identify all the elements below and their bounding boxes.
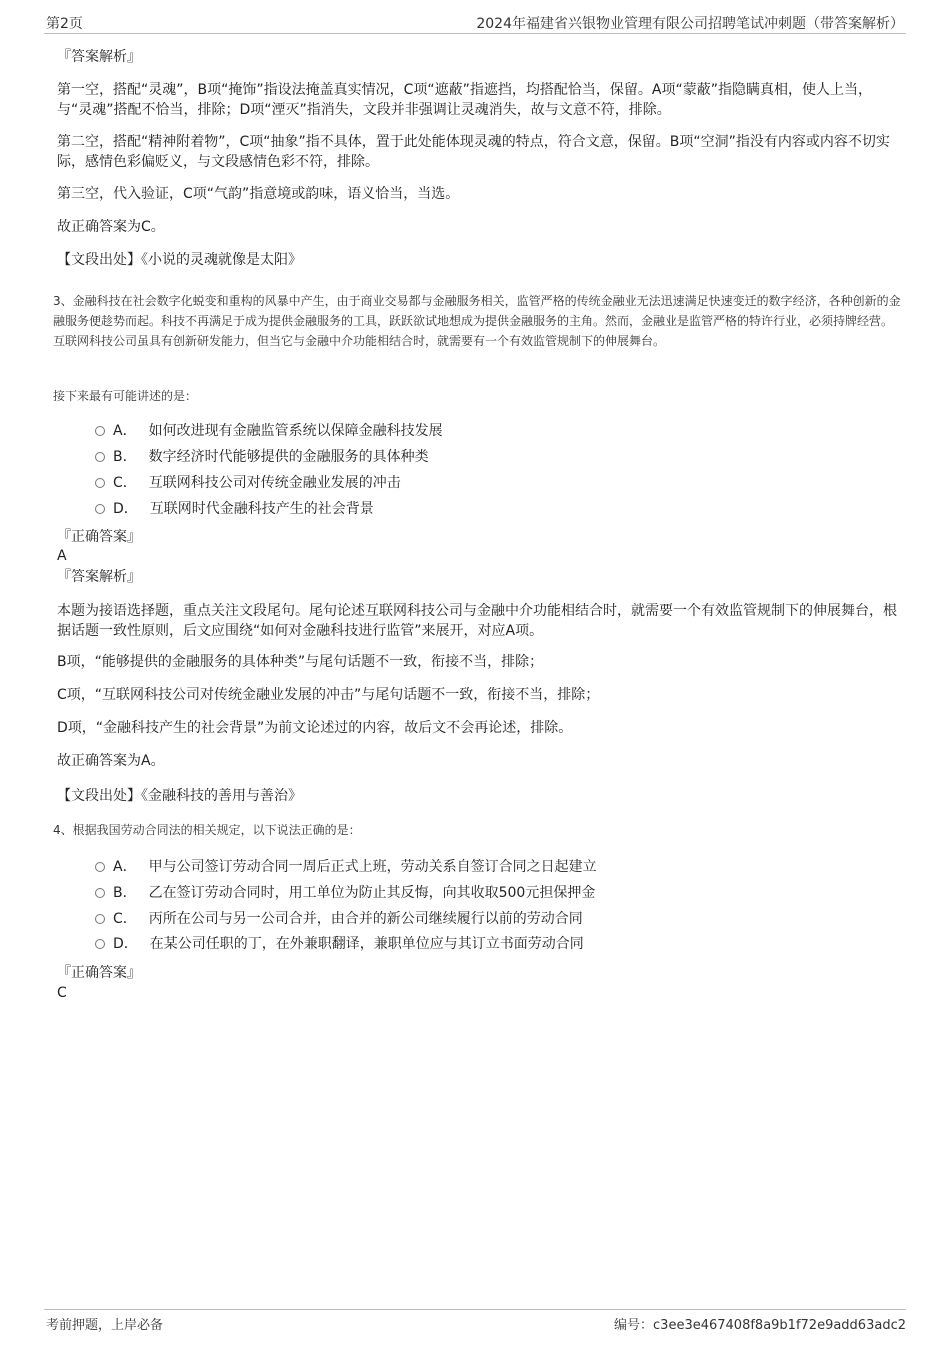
q3-source: 【文段出处】《金融科技的善用与善治》 xyxy=(57,788,302,804)
option-text: 在某公司任职的丁，在外兼职翻译，兼职单位应与其订立书面劳动合同 xyxy=(149,936,584,952)
q4-answer-label: 『正确答案』 xyxy=(57,965,141,981)
option-letter: C． xyxy=(113,475,137,491)
q4-stem: 4、根据我国劳动合同法的相关规定，以下说法正确的是： xyxy=(53,823,361,837)
q3-answer-label: 『正确答案』 xyxy=(57,529,141,545)
q3-analysis-para3: C项，“互联网科技公司对传统金融业发展的冲击”与尾句话题不一致，衔接不当，排除； xyxy=(57,687,600,703)
option-letter: D． xyxy=(113,936,138,952)
q3-analysis-para4: D项，“金融科技产生的社会背景”为前文论述过的内容，故后文不会再论述，排除。 xyxy=(57,720,573,736)
q3-analysis-para1: 本题为接语选择题，重点关注文段尾句。尾句论述互联网科技公司与金融中介功能相结合时，就需要一个有效监管规制下的伸展舞台，根据话题一致性原则，后文应围绕“如何对金融科技进行监管”来展开，对应A项。 xyxy=(57,603,897,639)
option-text: 数字经济时代能够提供的金融服务的具体种类 xyxy=(148,449,429,465)
option-letter: A． xyxy=(113,423,137,439)
option-letter: D． xyxy=(113,501,138,517)
q3-conclusion: 故正确答案为A。 xyxy=(57,753,165,769)
radio-icon[interactable] xyxy=(95,426,105,436)
radio-icon[interactable] xyxy=(95,504,105,514)
q3-prompt: 接下来最有可能讲述的是： xyxy=(53,389,198,403)
q2-source: 【文段出处】《小说的灵魂就像是太阳》 xyxy=(57,252,302,268)
q2-analysis-label: 『答案解析』 xyxy=(57,49,141,65)
radio-icon[interactable] xyxy=(95,478,105,488)
option-letter: B． xyxy=(113,449,137,465)
footer-divider xyxy=(44,1309,906,1310)
radio-icon[interactable] xyxy=(95,939,105,949)
page-number: 第2页 xyxy=(46,16,83,32)
radio-icon[interactable] xyxy=(95,914,105,924)
radio-icon[interactable] xyxy=(95,862,105,872)
q3-option-d[interactable] xyxy=(95,499,374,519)
q3-option-a[interactable] xyxy=(95,421,443,441)
q4-option-b[interactable] xyxy=(95,883,595,903)
option-text: 乙在签订劳动合同时，用工单位为防止其反悔，向其收取500元担保押金 xyxy=(148,885,596,901)
radio-icon[interactable] xyxy=(95,888,105,898)
footer-slogan: 考前押题，上岸必备 xyxy=(46,1318,164,1333)
q2-analysis-para1: 第一空，搭配“灵魂”，B项“掩饰”指设法掩盖真实情况，C项“遮蔽”指遮挡，均搭配恰当，保留。A项“蒙蔽”指隐瞒真相，使人上当，与“灵魂”搭配不恰当，排除；D项“湮灭”指消失，文段并非强调让灵魂消失，故与文意不符，排除。 xyxy=(57,82,872,118)
option-text: 丙所在公司与另一公司合并，由合并的新公司继续履行以前的劳动合同 xyxy=(148,911,583,927)
option-letter: B． xyxy=(113,885,137,901)
q4-option-c[interactable] xyxy=(95,909,583,929)
q2-analysis-para2: 第二空，搭配“精神附着物”，C项“抽象”指不具体，置于此处能体现灵魂的特点，符合文意，保留。B项“空洞”指没有内容或内容不切实际，感情色彩偏贬义，与文段感情色彩不符，排除。 xyxy=(57,134,890,170)
header-divider xyxy=(44,33,906,34)
q3-answer: A xyxy=(57,548,67,564)
option-text: 如何改进现有金融监管系统以保障金融科技发展 xyxy=(148,423,443,439)
document-title: 2024年福建省兴银物业管理有限公司招聘笔试冲刺题（带答案解析） xyxy=(476,16,904,32)
q3-option-b[interactable] xyxy=(95,447,429,467)
q2-analysis-para3: 第三空，代入验证，C项“气韵”指意境或韵味，语义恰当，当选。 xyxy=(57,186,460,202)
option-text: 甲与公司签订劳动合同一周后正式上班，劳动关系自签订合同之日起建立 xyxy=(148,859,597,875)
option-letter: C． xyxy=(113,911,137,927)
q4-option-a[interactable] xyxy=(95,857,597,877)
option-text: 互联网科技公司对传统金融业发展的冲击 xyxy=(148,475,401,491)
q4-option-d[interactable] xyxy=(95,934,584,954)
q3-stem: 3、金融科技在社会数字化蜕变和重构的风暴中产生，由于商业交易都与金融服务相关，监管严格的传统金融业无法迅速满足快速变迁的数字经济，各种创新的金融服务便趁势而起。科技不再满足于成为提供金融服务的工具，跃跃欲试地想成为提供金融服务的主角。然而，金融业是监管严格的特许行业，必须持牌经营。互联网科技公司虽具有创新研发能力，但当它与金融中介功能相结合时，就需要有一个有效监管规制下的伸展舞台。 xyxy=(53,294,901,348)
q3-option-c[interactable] xyxy=(95,473,401,493)
q4-answer: C xyxy=(57,985,67,1001)
q3-analysis-label: 『答案解析』 xyxy=(57,569,141,585)
radio-icon[interactable] xyxy=(95,452,105,462)
document-code: 编号：c3ee3e467408f8a9b1f72e9add63adc2 xyxy=(614,1318,906,1333)
option-text: 互联网时代金融科技产生的社会背景 xyxy=(149,501,374,517)
q3-analysis-para2: B项，“能够提供的金融服务的具体种类”与尾句话题不一致，衔接不当，排除； xyxy=(57,654,544,670)
option-letter: A． xyxy=(113,859,137,875)
q2-conclusion: 故正确答案为C。 xyxy=(57,219,165,235)
